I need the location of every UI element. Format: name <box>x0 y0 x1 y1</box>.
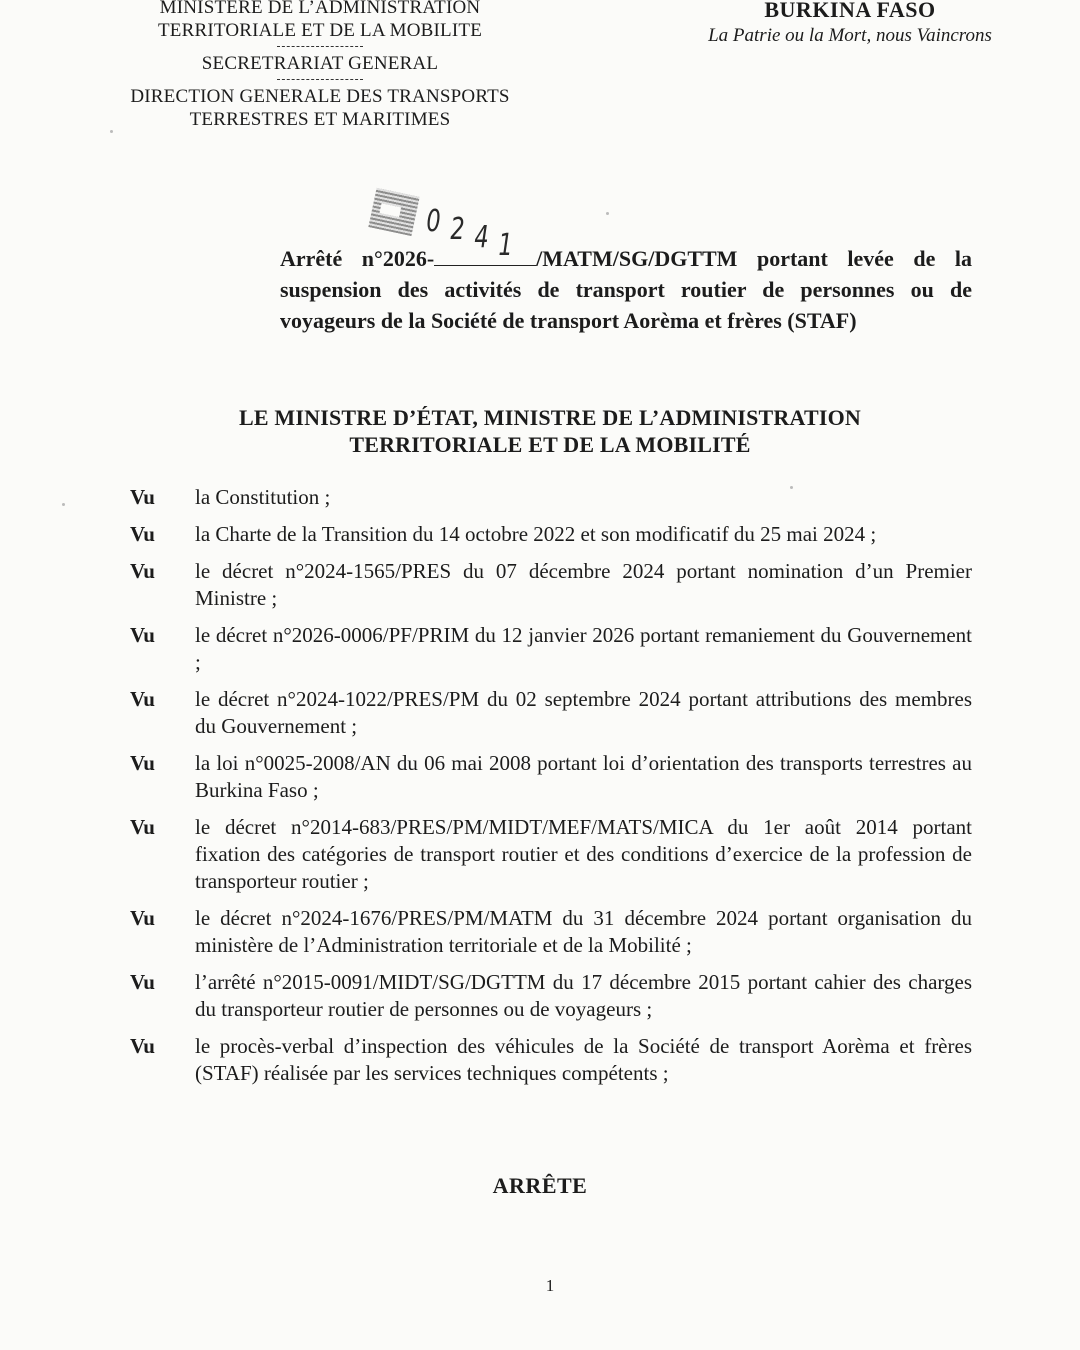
vu-text: le décret n°2024-1565/PRES du 07 décembre 2024 portant nomination d’un Premier Ministre ; <box>195 559 972 610</box>
vu-text: le décret n°2024-1676/PRES/PM/MATM du 31 décembre 2024 portant organisation du ministère de l’Administration territoriale et de la Mobilité ; <box>195 906 972 957</box>
scan-speck <box>790 486 793 489</box>
vu-label: Vu <box>130 687 155 711</box>
legal-reference-item <box>130 1033 972 1087</box>
arrete-heading: ARRÊTE <box>492 1173 588 1198</box>
header-divider <box>277 46 363 47</box>
minister-heading-line2: TERRITORIALE ET DE LA MOBILITÉ <box>349 432 751 457</box>
stamp-digit: 1 <box>498 228 513 263</box>
legal-reference-item <box>130 969 972 1023</box>
decree-title-text: /MATM/SG/DGTTM portant levée de la suspension des activités de transport routier de personnes ou de voyageurs de la Société de transport Aorèma et frères (STAF) <box>280 246 972 333</box>
vu-label: Vu <box>130 623 155 647</box>
ministry-name-line2: TERRITORIALE ET DE LA MOBILITE <box>157 20 483 41</box>
vu-label: Vu <box>130 751 155 775</box>
decree-number-prefix: Arrêté n°2026- <box>280 246 435 271</box>
vu-label: Vu <box>130 1034 155 1058</box>
legal-reference-item <box>130 622 972 676</box>
legal-reference-item <box>130 686 972 740</box>
scan-speck <box>606 212 609 215</box>
direction-name-line2: TERRESTRES ET MARITIMES <box>189 109 451 130</box>
page-number: 1 <box>545 1276 555 1295</box>
legal-references-list <box>130 484 972 1097</box>
vu-label: Vu <box>130 906 155 930</box>
vu-text: le décret n°2024-1022/PRES/PM du 02 septembre 2024 portant attributions des membres du Gouvernement ; <box>195 687 972 738</box>
decree-title <box>280 243 972 336</box>
vu-text: la loi n°0025-2008/AN du 06 mai 2008 portant loi d’orientation des transports terrestres au Burkina Faso ; <box>195 751 972 802</box>
national-motto: La Patrie ou la Mort, nous Vaincrons <box>708 25 992 46</box>
vu-text: la Charte de la Transition du 14 octobre 2022 et son modificatif du 25 mai 2024 ; <box>195 522 877 546</box>
legal-reference-item <box>130 558 972 612</box>
scan-speck <box>110 130 113 133</box>
stamp-digit: 4 <box>474 220 489 255</box>
secretariat-name: SECRETRARIAT GENERAL <box>201 53 439 74</box>
vu-text: la Constitution ; <box>195 485 331 509</box>
vu-text: le procès-verbal d’inspection des véhicules de la Société de transport Aorèma et frères (STAF) réalisée par les services techniques compétents ; <box>195 1034 972 1085</box>
ministry-name-line1: MINISTERE DE L’ADMINISTRATION <box>159 0 481 18</box>
vu-label: Vu <box>130 522 155 546</box>
vu-label: Vu <box>130 559 155 583</box>
legal-reference-item <box>130 814 972 895</box>
stamp-digit: 2 <box>450 212 465 247</box>
stamp-digit: 0 <box>426 204 441 239</box>
legal-reference-item <box>130 521 972 548</box>
stamp-seal-icon <box>368 188 419 236</box>
scan-speck <box>62 503 65 506</box>
country-name: BURKINA FASO <box>764 0 936 22</box>
vu-text: l’arrêté n°2015-0091/MIDT/SG/DGTTM du 17 décembre 2015 portant cahier des charges du transporteur routier de personnes ou de voyageurs ; <box>195 970 972 1021</box>
legal-reference-item <box>130 484 972 511</box>
minister-heading <box>150 404 950 458</box>
vu-label: Vu <box>130 970 155 994</box>
vu-label: Vu <box>130 485 155 509</box>
country-header <box>660 0 1040 48</box>
vu-label: Vu <box>130 815 155 839</box>
issuing-authority-header <box>80 0 560 131</box>
legal-reference-item <box>130 905 972 959</box>
vu-text: le décret n°2026-0006/PF/PRIM du 12 janvier 2026 portant remaniement du Gouvernement ; <box>195 623 972 674</box>
legal-reference-item <box>130 750 972 804</box>
vu-text: le décret n°2014-683/PRES/PM/MIDT/MEF/MATS/MICA du 1er août 2014 portant fixation des catégories de transport routier et des conditions d’exercice de la profession de transporteur routier ; <box>195 815 972 893</box>
header-divider <box>277 79 363 80</box>
decree-number-blank <box>434 247 536 266</box>
direction-name-line1: DIRECTION GENERALE DES TRANSPORTS <box>130 86 510 107</box>
minister-heading-line1: LE MINISTRE D’ÉTAT, MINISTRE DE L’ADMINISTRATION <box>238 405 862 430</box>
